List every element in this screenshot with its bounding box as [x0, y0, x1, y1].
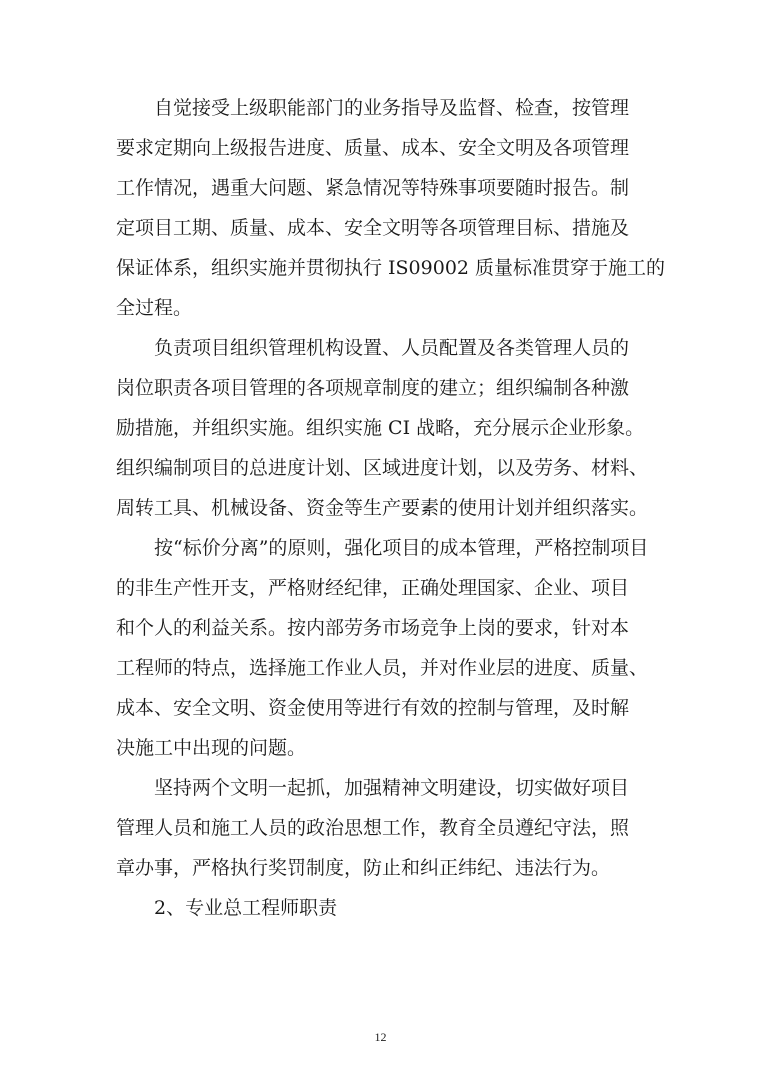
paragraph-1-line-2: 要求定期向上级报告进度、质量、成本、安全文明及各项管理 — [116, 137, 630, 159]
paragraph-2-line-4: 组织编制项目的总进度计划、区域进度计划，以及劳务、材料、 — [116, 457, 649, 479]
paragraph-4-line-1: 坚持两个文明一起抓，加强精神文明建设，切实做好项目 — [154, 777, 630, 799]
paragraph-3-line-2: 的非生产性开支，严格财经纪律，正确处理国家、企业、项目 — [116, 577, 630, 599]
paragraph-2-line-5: 周转工具、机械设备、资金等生产要素的使用计划并组织落实。 — [116, 497, 649, 519]
paragraph-1-line-6: 全过程。 — [116, 297, 193, 319]
paragraph-3-line-6: 决施工中出现的问题。 — [116, 737, 307, 759]
paragraph-3-line-5: 成本、安全文明、资金使用等进行有效的控制与管理，及时解 — [116, 697, 630, 719]
paragraph-2-line-3: 励措施，并组织实施。组织实施 CI 战略，充分展示企业形象。 — [116, 417, 645, 439]
paragraph-1-line-4: 定项目工期、质量、成本、安全文明等各项管理目标、措施及 — [116, 217, 630, 239]
paragraph-3-line-4: 工程师的特点，选择施工作业人员，并对作业层的进度、质量、 — [116, 657, 649, 679]
paragraph-1-line-5: 保证体系，组织实施并贯彻执行 IS09002 质量标准贯穿于施工的 — [116, 257, 666, 279]
paragraph-2-line-1: 负责项目组织管理机构设置、人员配置及各类管理人员的 — [154, 337, 630, 359]
paragraph-3-line-3: 和个人的利益关系。按内部劳务市场竞争上岗的要求，针对本 — [116, 617, 630, 639]
paragraph-4-line-2: 管理人员和施工人员的政治思想工作，教育全员遵纪守法，照 — [116, 817, 630, 839]
page-number: 12 — [374, 1030, 387, 1044]
paragraph-2-line-2: 岗位职责各项目管理的各项规章制度的建立；组织编制各种激 — [116, 377, 630, 399]
paragraph-1-line-3: 工作情况，遇重大问题、紧急情况等特殊事项要随时报告。制 — [116, 177, 630, 199]
section-heading: 2、专业总工程师职责 — [154, 897, 338, 919]
paragraph-3-line-1: 按“标价分离”的原则，强化项目的成本管理，严格控制项目 — [154, 537, 649, 559]
paragraph-1-line-1: 自觉接受上级职能部门的业务指导及监督、检查，按管理 — [154, 97, 630, 119]
paragraph-4-line-3: 章办事，严格执行奖罚制度，防止和纠正纬纪、违法行为。 — [116, 857, 611, 879]
